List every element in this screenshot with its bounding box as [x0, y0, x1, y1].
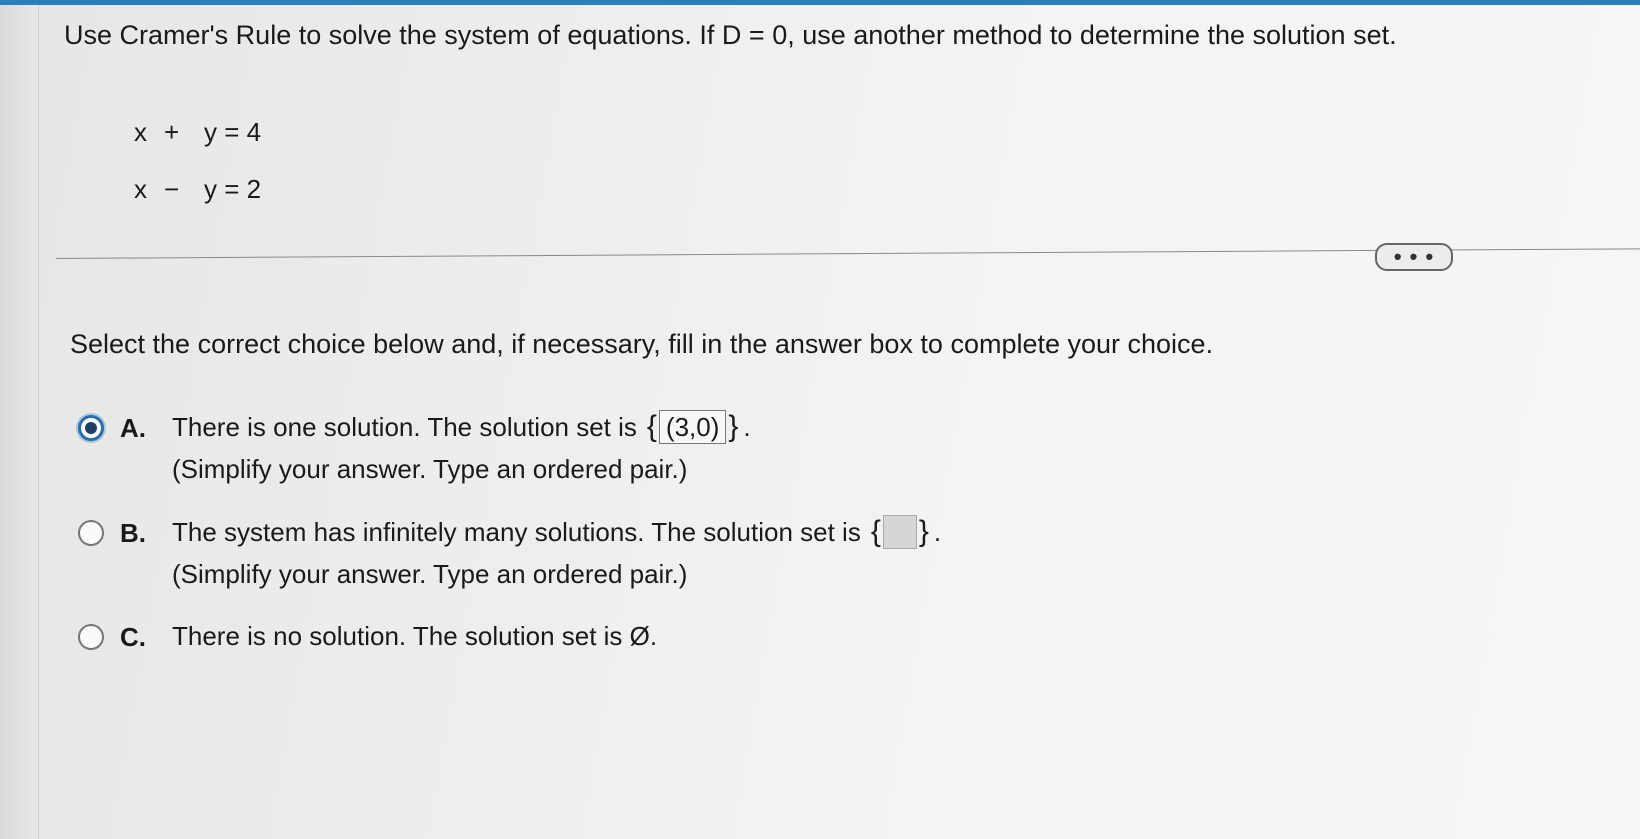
equation-row	[134, 104, 261, 161]
choice-a[interactable]	[78, 410, 751, 490]
equation-operator: −	[164, 174, 180, 204]
equation-row	[134, 161, 261, 218]
equation-system	[134, 104, 261, 218]
choice-text	[172, 511, 941, 595]
top-accent-bar	[0, 0, 1640, 5]
choice-statement: There is one solution. The solution set is	[172, 412, 637, 442]
equation-operator: +	[164, 117, 180, 147]
choice-statement: There is no solution. The solution set is Ø.	[172, 621, 658, 651]
choice-letter: C.	[120, 622, 146, 652]
equation-x: x	[134, 174, 147, 204]
radio-button-a[interactable]	[78, 415, 104, 441]
choice-b[interactable]	[78, 515, 942, 595]
period: .	[933, 517, 942, 547]
question-text: Use Cramer's Rule to solve the system of equations. If D = 0, use another method to determine the solution set.	[64, 20, 1397, 50]
choice-hint: (Simplify your answer. Type an ordered pair.)	[172, 454, 688, 484]
answer-input-b[interactable]	[883, 515, 917, 549]
answer-input-a[interactable]: (3,0)	[659, 410, 726, 444]
open-brace: {	[646, 410, 657, 443]
equation-rest: y = 4	[204, 117, 262, 147]
equation-x: x	[134, 117, 147, 147]
close-brace: }	[918, 515, 929, 548]
choice-hint: (Simplify your answer. Type an ordered pair.)	[172, 559, 688, 589]
period: .	[743, 412, 751, 442]
choice-letter: B.	[120, 518, 146, 548]
ellipsis-icon: • • •	[1393, 244, 1435, 269]
more-options-button[interactable]	[1375, 243, 1453, 271]
choice-letter: A.	[120, 413, 146, 443]
left-margin-panel	[0, 5, 39, 839]
close-brace: }	[728, 410, 739, 443]
choice-main-line	[172, 511, 941, 553]
instruction-text: Select the correct choice below and, if necessary, fill in the answer box to complete your choice.	[70, 329, 1214, 359]
choice-statement: The system has infinitely many solutions. The solution set is	[172, 517, 861, 547]
radio-button-c[interactable]	[78, 624, 104, 650]
choice-main-line	[172, 406, 751, 448]
open-brace: {	[870, 515, 881, 548]
equation-rest: y = 2	[204, 174, 262, 204]
choice-text	[172, 615, 657, 657]
choice-text	[172, 406, 751, 490]
radio-button-b[interactable]	[78, 520, 104, 546]
choice-c[interactable]	[78, 622, 657, 657]
